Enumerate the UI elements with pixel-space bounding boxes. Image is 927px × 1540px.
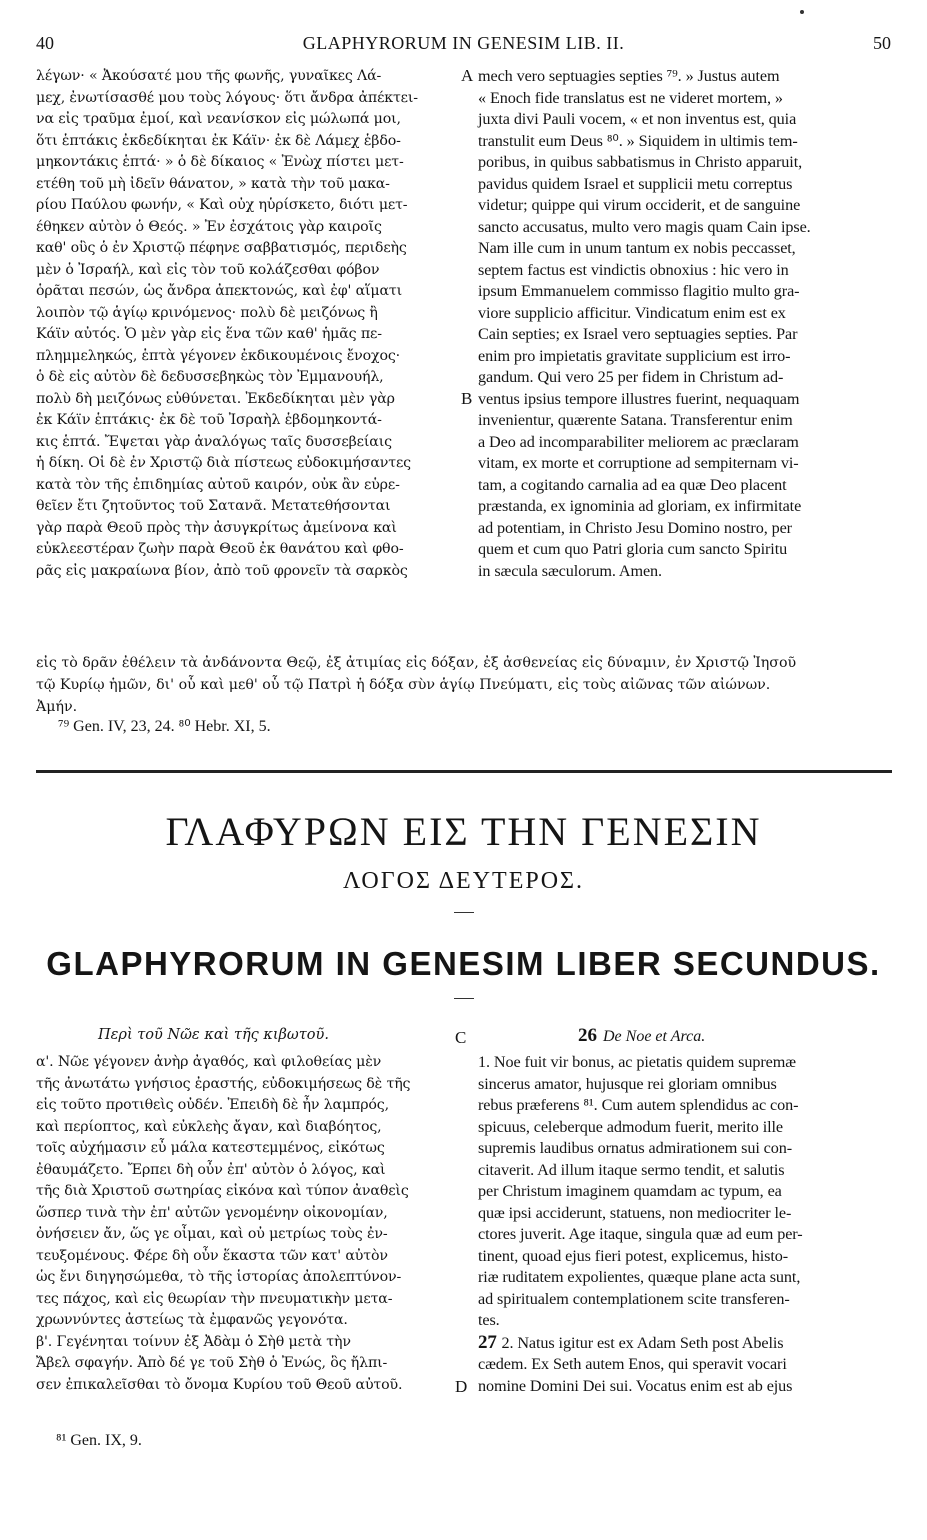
- latin-text-line: ipsum Emmanuelem commisso flagitio multo gra-: [478, 282, 800, 300]
- latin-text-line: juxta divi Pauli vocem, « et non inventus est, quia: [478, 110, 797, 128]
- greek-text-line: εἰς τὸ δρᾶν ἐθέλειν τὰ ἀνδάνοντα Θεῷ, ἐξ ἀτιμίας εἰς δόξαν, ἐξ ἀσθενείας εἰς δύναμιν, ἐν Χριστῷ Ἰησοῦ: [36, 655, 797, 671]
- greek-text-line: χρωννύντες ἀστείως τὰ ἐμφανῶς γεγονότα.: [36, 1312, 348, 1328]
- greek-text-line: καθ' οὓς ὁ ἐν Χριστῷ πέφηνε σαββατισμός, περιδεὴς: [36, 240, 407, 256]
- greek-text-line: πολὺ δὴ μειζόνως εὐθύνεται. Ἐκδεδίκηται μὲν γὰρ: [36, 390, 395, 407]
- greek-text-line: εὐκλεεστέραν ζωὴν παρὰ Θεοῦ ἐκ θανάτου καὶ φθο-: [36, 541, 404, 557]
- running-header: [36, 33, 891, 55]
- page-number-right: 50: [873, 33, 891, 53]
- latin-text-segment: cædem. Ex Seth autem Enos, qui speravit vocari: [478, 1355, 787, 1373]
- latin-text-line: sincerus amator, hujusque rei gloriam omnibus: [478, 1074, 777, 1093]
- latin-text-line: a Deo ad incomparabiliter meliorem ac præclaram: [478, 432, 799, 451]
- greek-full-width-ending: [36, 652, 796, 718]
- greek-text-line: γὰρ παρὰ Θεοῦ πρὸς τὴν ἀσυγκρίτως ἀμείνονα καὶ: [36, 519, 397, 536]
- latin-column-top: [478, 66, 811, 582]
- margin-marker-a: A: [461, 66, 474, 85]
- page-number-left: 40: [36, 33, 54, 53]
- latin-text-line: poribus, in quibus sabbatismus in Christo apparuit,: [478, 153, 803, 171]
- greek-text-line: έθηκεν αὐτὸν ὁ Θεός. » Ἐν ἐσχάτοις γὰρ καιροῖς: [36, 218, 382, 235]
- ink-speck: [800, 10, 804, 14]
- greek-text-line: ὁ δὲ εἰς αὐτὸν δὲ δεδυσσεβηκὼς τὸν Ἐμμανουήλ,: [36, 369, 384, 385]
- greek-text-line: κατὰ τὸν τῆς ἐπιδημίας αὐτοῦ καιρόν, οὐκ ἂν εὑρε-: [36, 476, 400, 493]
- greek-column-top: [36, 66, 418, 582]
- footnotes-top: ⁷⁹ Gen. IV, 23, 24. ⁸⁰ Hebr. XI, 5.: [58, 718, 271, 735]
- greek-text-line: τῆς διὰ Χριστοῦ σωτηρίας εἰκόνα καὶ τύπον ἀναθεὶς: [36, 1183, 409, 1199]
- footnotes-bottom: ⁸¹ Gen. IX, 9.: [56, 1432, 142, 1449]
- latin-text-line: [478, 1354, 803, 1376]
- latin-text-line: mech vero septuagies septies ⁷⁹. » Justus autem: [478, 67, 780, 85]
- latin-text-line: supremis laudibus ornatus admirationem sui con-: [478, 1139, 793, 1157]
- latin-text-line: gandum. Qui vero 25 per fidem in Christum ad-: [478, 368, 784, 386]
- greek-text-line: ἐθαυμάζετο. Ἔρπει δὴ οὖν ἐπ' αὐτὸν ὁ λόγος, καὶ: [36, 1161, 386, 1178]
- latin-text-line: videtur; quippe qui virum occiderit, et de sanguine: [478, 196, 801, 214]
- latin-text-line: riæ ruditatem expolientes, quæque plane acta sunt,: [478, 1268, 801, 1286]
- latin-text-line: citaverit. Ad illum itaque sermo tendit, et salutis: [478, 1160, 785, 1179]
- greek-text-line: λοιπὸν τῷ ἁγίῳ κρινόμενος· πολὺ δὲ μειζόνως ἢ: [36, 304, 378, 321]
- latin-text-line: 1. Noe fuit vir bonus, ac pietatis quidem supremæ: [478, 1053, 796, 1071]
- latin-text-line: vitam, ex morte et corruptione ad sempiternam vi-: [478, 454, 799, 472]
- greek-text-line: ἐκ Κάϊν ἑπτάκις· ἐκ δὲ τοῦ Ἰσραὴλ ἑβδομηκοντά-: [36, 412, 382, 428]
- latin-text-line: viore supplicio afficitur. Vindicatum enim est ex: [478, 303, 786, 322]
- greek-text-line: β'. Γεγένηται τοίνυν ἐξ Ἀδὰμ ὁ Σὴθ μετὰ τὴν: [36, 1333, 351, 1350]
- margin-marker-d: D: [455, 1377, 468, 1396]
- latin-text-line: Cain septies; ex Israel vero septuagies septies. Par: [478, 325, 798, 343]
- greek-text-line: καὶ περίοπτος, καὶ εὐκλεὴς ἄγαν, καὶ διαβόητος,: [36, 1118, 382, 1135]
- greek-text-line: ρᾶς εἰς μακραίωνα βίον, ἀπὸ τοῦ φρονεῖν τὰ σαρκὸς: [36, 562, 408, 579]
- latin-text-line: « Enoch fide translatus est ne videret mortem, »: [478, 88, 783, 107]
- section-divider: [36, 770, 892, 773]
- latin-text-line: tes.: [478, 1311, 500, 1329]
- latin-text-line: ctores juverit. Age itaque, singula quæ ad eum per-: [478, 1225, 803, 1243]
- greek-text-line: τῷ Κυρίῳ ἡμῶν, δι' οὗ καὶ μεθ' οὗ τῷ Πατρὶ ἡ δόξα σὺν ἁγίῳ Πνεύματι, εἰς τοὺς αἰῶνας τῶν αἰώνων.: [36, 677, 771, 693]
- greek-text-line: Ἀμήν.: [36, 699, 78, 715]
- latin-text-line: [478, 1376, 803, 1398]
- margin-marker-b: B: [461, 389, 473, 408]
- latin-text-line: invenientur, quærente Satana. Transferentur enim: [478, 411, 793, 429]
- greek-text-line: θεῖεν ἔτι ζητοῦντος τοῦ Σατανᾶ. Μετατεθήσονται: [36, 498, 391, 514]
- running-title: GLAPHYRORUM IN GENESIM LIB. II.: [302, 33, 625, 53]
- latin-text-line: enim pro impietatis gravitate supplicium est irro-: [478, 346, 791, 365]
- latin-text-line: [478, 1332, 803, 1355]
- latin-text-line: per Christum imaginem quamdam ac typum, ea: [478, 1182, 782, 1200]
- greek-text-line: σεν ἐπικαλεῖσθαι τὸ ὄνομα Κυρίου τοῦ Θεοῦ αὐτοῦ.: [36, 1376, 403, 1393]
- greek-text-line: ὡς ἔνι διηγησώμεθα, τὸ τῆς ἱστορίας ἀπολεπτύνον-: [36, 1269, 402, 1285]
- greek-text-line: λέγων· « Ἀκούσατέ μου τῆς φωνῆς, γυναῖκες Λά-: [36, 68, 382, 84]
- latin-text-line: pavidus quidem Israel et supplicii metu correptus: [478, 174, 793, 193]
- short-rule: [454, 998, 474, 999]
- greek-text-line: ὁρᾶται πεσών, ὡς ἄνδρα ἀπεκτονώς, καὶ ἐφ' αἵματι: [36, 283, 403, 299]
- greek-text-line: ετέθη τοῦ μὴ ἰδεῖν θάνατον, » κατὰ τὴν τοῦ μακα-: [36, 175, 390, 192]
- greek-book-subtitle: ΛΟΓΟΣ ΔΕΥΤΕΡΟΣ.: [343, 868, 584, 894]
- latin-column-bottom: [478, 1052, 803, 1397]
- greek-text-line: να εἰς τραῦμα ἐμοί, καὶ νεανίσκον εἰς μώλωπά μοι,: [36, 111, 401, 127]
- latin-text-line: in sæcula sæculorum. Amen.: [478, 561, 662, 580]
- greek-text-line: τευξομένους. Φέρε δὴ οὖν ἕκαστα τῶν κατ' αὐτὸν: [36, 1247, 388, 1264]
- greek-text-line: τες πάχος, καὶ εἰς θεωρίαν τὴν πνευματικὴν μετα-: [36, 1290, 393, 1307]
- margin-marker-c: C: [455, 1028, 467, 1047]
- latin-text-line: ad spiritualem contemplationem scite transferen-: [478, 1289, 790, 1308]
- latin-text-line: spicuus, celeberque admodum fuerit, merito ille: [478, 1117, 784, 1136]
- latin-text-line: rebus præferens ⁸¹. Cum autem splendidus ac con-: [478, 1096, 799, 1114]
- greek-text-line: μηκοντάκις ἑπτά· » ὁ δὲ δίκαιος « Ἐνὼχ πίστει μετ-: [36, 154, 404, 170]
- column-number: 26: [578, 1025, 597, 1046]
- greek-text-line: κις ἑπτά. Ἔψεται γὰρ ἀναλόγως ταῖς δυσσεβείαις: [36, 433, 392, 450]
- latin-text-line: ad potentiam, in Christo Jesu Domino nostro, per: [478, 518, 792, 537]
- greek-book-title: ΓΛΑΦΥΡΩΝ ΕΙΣ ΤΗΝ ΓΕΝΕΣΙΝ: [165, 809, 762, 854]
- latin-text-line: transtulit eum Deus ⁸⁰. » Siquidem in ultimis tem-: [478, 131, 798, 150]
- latin-text-line: tinent, quoad ejus fieri potest, explicemus, histo-: [478, 1246, 789, 1265]
- latin-text-segment: 2. Natus igitur est ex Adam Seth post Abelis: [501, 1333, 784, 1352]
- latin-text-line: sancto accusatus, multo vero magis quam Cain ipse.: [478, 217, 811, 236]
- greek-text-line: εἰς τοῦτο προτιθεὶς οὐδέν. Ἐπειδὴ δὲ ἦν λαμπρός,: [36, 1097, 389, 1113]
- column-number: 27: [478, 1331, 502, 1353]
- latin-text-line: præstanda, ex ignominia ad gloriam, ex infirmitate: [478, 497, 802, 515]
- latin-section-title: De Noe et Arca.: [603, 1028, 706, 1045]
- greek-text-line: Ἄβελ σφαγήν. Ἀπὸ δέ γε τοῦ Σὴθ ὁ Ἐνώς, ὃς ἤλπι-: [36, 1355, 388, 1371]
- greek-text-line: ὥσπερ τινὰ τὴν ἐπ' αὐτῶν γενομένην οἰκονομίαν,: [36, 1204, 388, 1221]
- greek-text-line: ὀνήσειεν ἄν, ὥς γε οἶμαι, καὶ οὐ μετρίως τοὺς ἐν-: [36, 1226, 388, 1242]
- greek-text-line: ἡ δίκη. Οἱ δὲ ἐν Χριστῷ διὰ πίστεως εὐδοκιμήσαντες: [36, 455, 411, 471]
- latin-text-line: Nam ille cum in unum tantum ex nobis peccasset,: [478, 239, 796, 257]
- short-rule: [454, 912, 474, 913]
- latin-text-line: quem et cum quo Patri gloria cum sancto Spiritu: [478, 540, 788, 558]
- latin-text-line: quæ ipsi acciderunt, statuens, non mediocriter le-: [478, 1203, 792, 1222]
- greek-text-line: α'. Νῶε γέγονεν ἀνὴρ ἀγαθός, καὶ φιλοθείας μὲν: [36, 1054, 382, 1070]
- greek-column-bottom: [36, 1052, 410, 1396]
- latin-text-segment: nomine Domini Dei sui. Vocatus enim est ab ejus: [478, 1376, 793, 1395]
- greek-text-line: ὅτι ἑπτάκις ἐκδεδίκηται ἐκ Κάϊν· ἐκ δὲ Λάμεχ ἑβδο-: [36, 132, 401, 149]
- greek-text-line: τῆς ἀνωτάτω γνήσιος ἐραστής, εὐδοκιμήσεως δὲ τῆς: [36, 1075, 411, 1092]
- greek-text-line: ρίου Παύλου φωνήν, « Καὶ οὐχ ηὑρίσκετο, διότι μετ-: [36, 197, 408, 213]
- greek-section-heading: Περὶ τοῦ Νῶε καὶ τῆς κιβωτοῦ.: [98, 1027, 329, 1043]
- latin-book-title: GLAPHYRORUM IN GENESIM LIBER SECUNDUS.: [46, 945, 881, 982]
- greek-text-line: μεχ, ἐνωτίσασθέ μου τοὺς λόγους· ὅτι ἄνδρα ἀπέκτει-: [36, 89, 418, 106]
- latin-text-line: tam, a cogitando carnalia ad ea quæ Deo placent: [478, 475, 787, 494]
- greek-text-line: μὲν ὁ Ἰσραήλ, καὶ εἰς τὸν τοῦ κολάζεσθαι φόβον: [36, 261, 380, 278]
- latin-section-heading: [578, 1025, 705, 1047]
- greek-text-line: τοῖς αὐχήμασιν εὖ μάλα κατεστεμμένος, εἰκότως: [36, 1140, 385, 1156]
- greek-text-line: πλημμεληκώς, ἑπτὰ γέγονεν ἐκδικουμένοις ἔνοχος·: [36, 347, 401, 364]
- latin-text-line: ventus ipsius tempore illustres fuerint, nequaquam: [478, 389, 800, 408]
- latin-text-line: septem factus est vindictis obnoxius : hic vero in: [478, 260, 789, 279]
- greek-text-line: Κάϊν αὐτός. Ὁ μὲν γὰρ εἰς ἕνα τῶν καθ' ἡμᾶς πε-: [36, 326, 382, 342]
